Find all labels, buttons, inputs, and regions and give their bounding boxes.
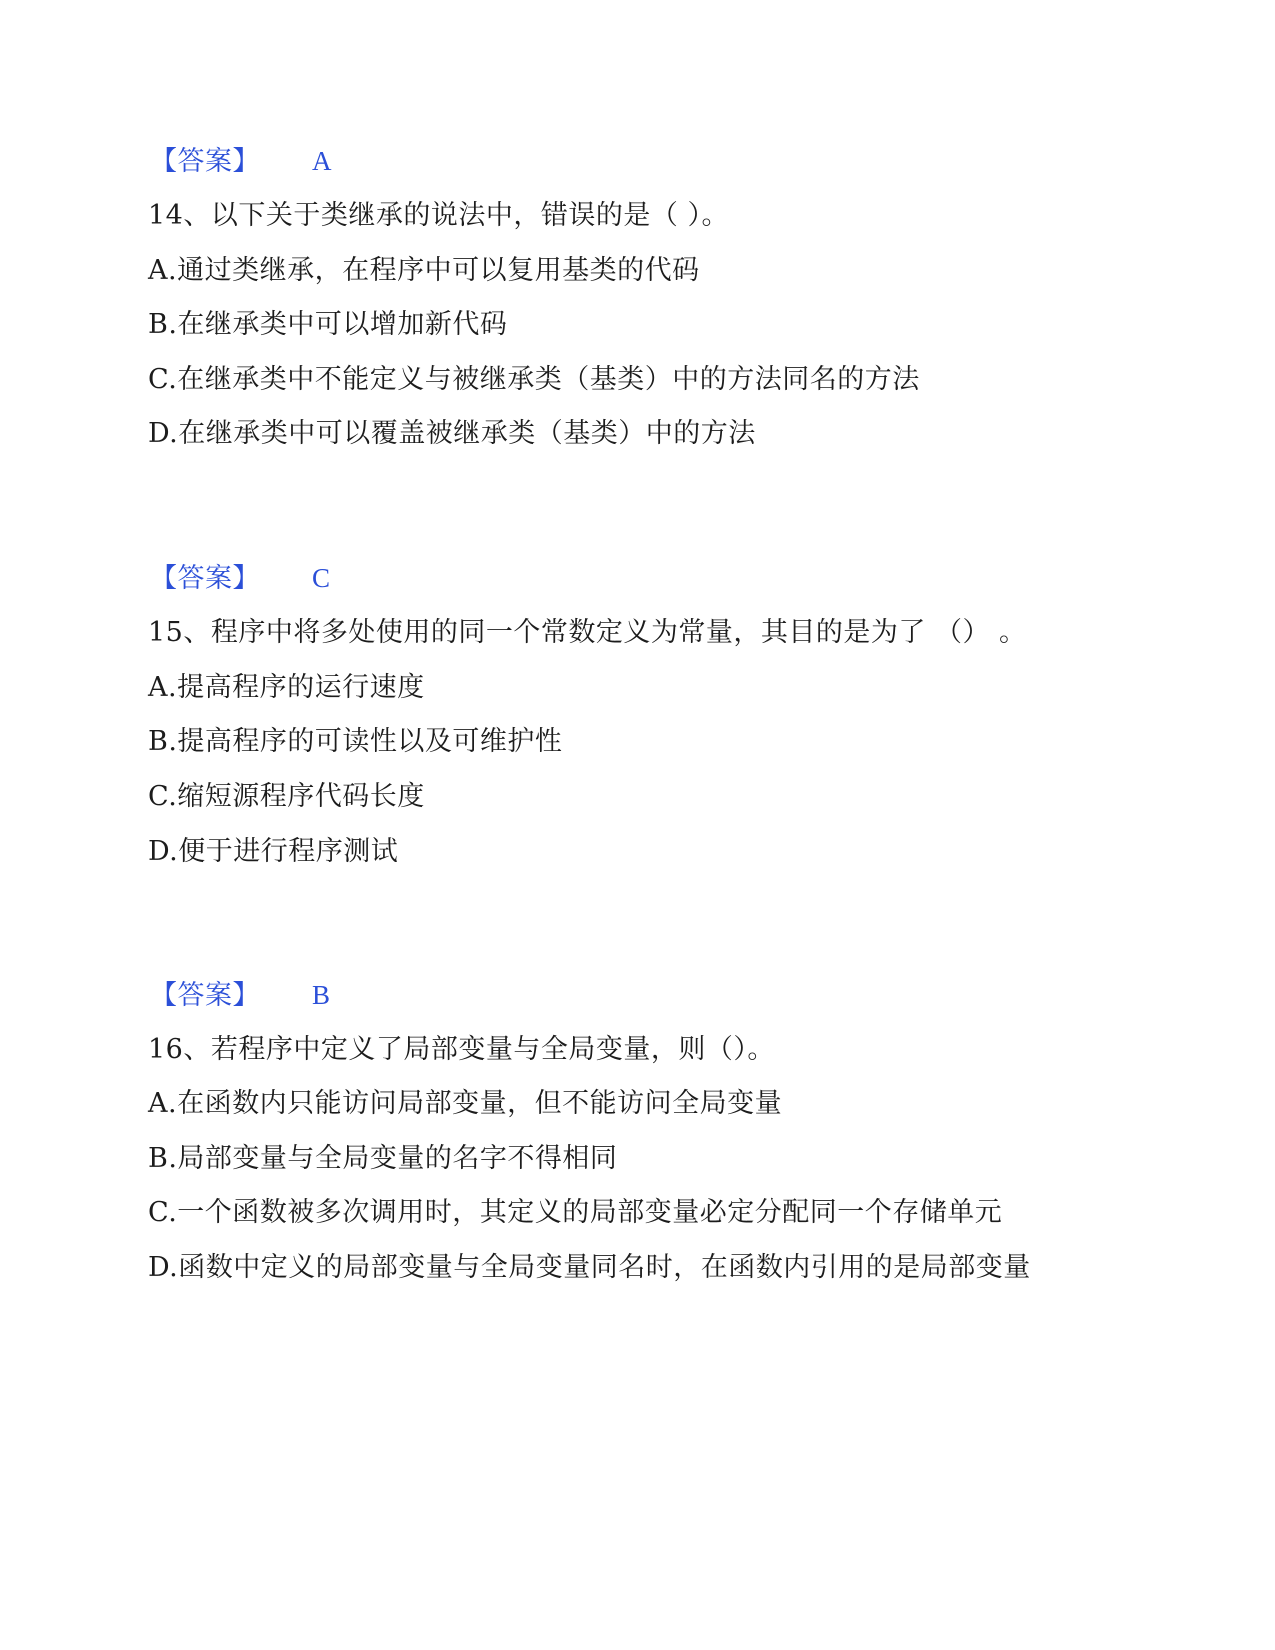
answer-line <box>150 978 331 1013</box>
answer-label: 【答案】 <box>150 563 260 594</box>
option-d: D.便于进行程序测试 <box>148 836 399 867</box>
option-c: C.缩短源程序代码长度 <box>148 781 425 812</box>
option-d: D.在继承类中可以覆盖被继承类（基类）中的方法 <box>148 418 756 449</box>
question-text: 15、程序中将多处使用的同一个常数定义为常量，其目的是为了 （） 。 <box>148 617 1027 648</box>
answer-line <box>150 144 332 179</box>
option-d: D.函数中定义的局部变量与全局变量同名时，在函数内引用的是局部变量 <box>148 1252 1031 1283</box>
option-c: C.在继承类中不能定义与被继承类（基类）中的方法同名的方法 <box>148 364 920 395</box>
option-b: B.在继承类中可以增加新代码 <box>148 309 508 340</box>
option-b: B.局部变量与全局变量的名字不得相同 <box>148 1143 618 1174</box>
option-b: B.提高程序的可读性以及可维护性 <box>148 726 563 757</box>
answer-value: C <box>312 563 331 593</box>
question-text: 16、若程序中定义了局部变量与全局变量，则（）。 <box>148 1034 775 1065</box>
answer-value: A <box>312 146 332 176</box>
answer-label: 【答案】 <box>150 146 260 177</box>
option-a: A.在函数内只能访问局部变量，但不能访问全局变量 <box>148 1088 783 1119</box>
answer-label: 【答案】 <box>150 980 260 1011</box>
option-a: A.通过类继承，在程序中可以复用基类的代码 <box>148 255 700 286</box>
answer-value: B <box>312 980 331 1010</box>
question-text: 14、以下关于类继承的说法中，错误的是（ ）。 <box>148 200 729 231</box>
option-a: A.提高程序的运行速度 <box>148 672 425 703</box>
option-c: C.一个函数被多次调用时，其定义的局部变量必定分配同一个存储单元 <box>148 1197 1003 1228</box>
answer-line <box>150 561 331 596</box>
